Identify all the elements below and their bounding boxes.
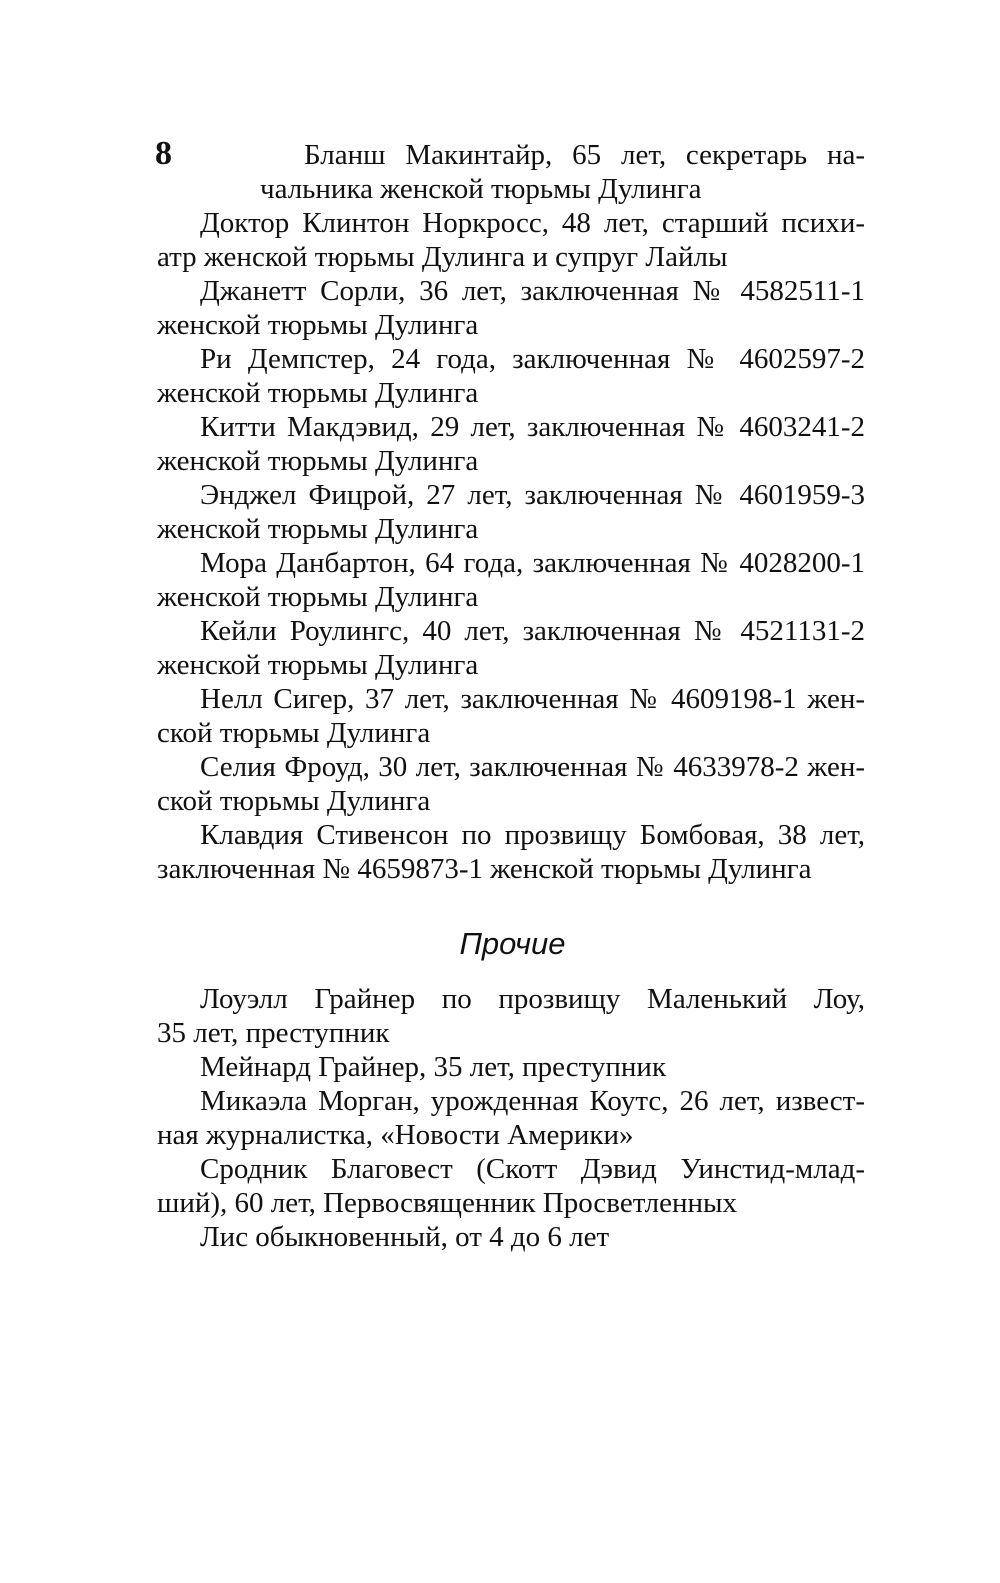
entry-line: женской тюрьмы Дулинга <box>157 649 479 681</box>
entry-line: Лоуэлл Грайнер по прозвищу Маленький Лоу, <box>200 983 865 1015</box>
entry-line: ской тюрьмы Дулинга <box>157 785 431 817</box>
list-item <box>157 1220 865 1254</box>
entry-line: Мора Данбартон, 64 года, заключенная № 4028200-1 <box>200 547 865 579</box>
section-heading: Прочие <box>459 926 566 961</box>
list-item <box>157 342 865 410</box>
entry-line: Джанетт Сорли, 36 лет, заключенная № 4582511-1 <box>200 275 865 307</box>
list-item <box>157 982 865 1050</box>
list-item <box>157 614 865 682</box>
entry-line: атр женской тюрьмы Дулинга и супруг Лайлы <box>157 241 728 273</box>
entry-line: женской тюрьмы Дулинга <box>157 513 479 545</box>
entry-line: Клавдия Стивенсон по прозвищу Бомбовая, 38 лет, <box>200 819 865 851</box>
list-item <box>157 546 865 614</box>
entry-line: женской тюрьмы Дулинга <box>157 581 479 613</box>
entry-line: заключенная № 4659873-1 женской тюрьмы Дулинга <box>157 853 812 885</box>
list-item <box>157 750 865 818</box>
entry-line: ная журналистка, «Новости Америки» <box>157 1119 634 1151</box>
list-item <box>157 274 865 342</box>
list-item <box>157 1084 865 1152</box>
entry-line: Китти Макдэвид, 29 лет, заключенная № 4603241-2 <box>200 411 865 443</box>
entry-line: Сродник Благовест (Скотт Дэвид Уинстид-млад- <box>200 1153 865 1185</box>
entry-line: чальника женской тюрьмы Дулинга <box>260 173 702 205</box>
list-item <box>157 410 865 478</box>
entry-line: Энджел Фицрой, 27 лет, заключенная № 4601959-3 <box>200 479 865 511</box>
page-number: 8 <box>155 135 172 172</box>
entry-line: Селия Фроуд, 30 лет, заключенная № 4633978-2 жен- <box>200 751 865 783</box>
list-item <box>157 1152 865 1220</box>
entry-line: 35 лет, преступник <box>157 1017 390 1049</box>
list-item <box>157 1050 865 1084</box>
list-item <box>157 478 865 546</box>
entry-line: ший), 60 лет, Первосвященник Просветленных <box>157 1187 738 1219</box>
list-item <box>157 138 865 206</box>
entry-line: ской тюрьмы Дулинга <box>157 717 431 749</box>
entry-line: Лис обыкновенный, от 4 до 6 лет <box>200 1221 610 1253</box>
entry-line: Доктор Клинтон Норкросс, 48 лет, старший психи- <box>200 207 865 239</box>
entry-line: Микаэла Морган, урожденная Коутс, 26 лет, извест- <box>200 1085 865 1117</box>
character-list-prison <box>157 138 865 886</box>
entry-line: Мейнард Грайнер, 35 лет, преступник <box>200 1051 667 1083</box>
entry-line: женской тюрьмы Дулинга <box>157 377 479 409</box>
entry-line: женской тюрьмы Дулинга <box>157 309 479 341</box>
list-item <box>157 818 865 886</box>
entry-line: Ри Демпстер, 24 года, заключенная № 4602597-2 <box>200 343 865 375</box>
list-item <box>157 206 865 274</box>
entry-line: женской тюрьмы Дулинга <box>157 445 479 477</box>
entry-line: Нелл Сигер, 37 лет, заключенная № 4609198-1 жен- <box>200 683 865 715</box>
entry-line: Кейли Роулингс, 40 лет, заключенная № 4521131-2 <box>200 615 865 647</box>
character-list-others <box>157 982 865 1254</box>
list-item <box>157 682 865 750</box>
entry-line: Бланш Макинтайр, 65 лет, секретарь на- <box>304 139 865 171</box>
